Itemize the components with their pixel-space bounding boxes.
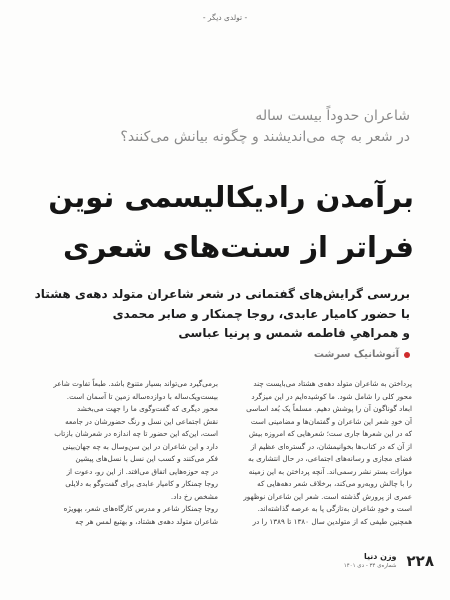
article-lead <box>30 285 410 344</box>
body-line: پرداختن به شاعران متولد دهه‌ی هشتاد می‌بایست چند <box>253 379 412 388</box>
body-line: روجا چمنکار و کامیار عابدی برای گفت‌وگو به دلایلی <box>65 479 218 488</box>
body-line: فکر می‌کنند و کسب این نسل با نسل‌های پیشین <box>75 454 218 463</box>
article-title <box>24 172 414 272</box>
issue-info: شماره‌ی ۳۴ - دی ۱۴۰۱ <box>343 563 397 569</box>
body-line: را با چالش روبه‌رو می‌کند، برخلاف شعر دهه‌هایی که <box>257 479 412 488</box>
body-line: آن خودِ شعر این شاعران و گفتمان‌ها و مضامینی است <box>250 416 412 426</box>
body-line: بیست‌ویک‌ساله با دوازده‌ساله زمین تا آسمان است. <box>66 391 218 401</box>
body-line: محور دیگری که گفت‌وگوی ما را جهت می‌بخشد <box>76 404 218 413</box>
title-line: برآمدن رادیکالیسمی نوین <box>48 180 414 214</box>
body-column-left <box>22 378 218 528</box>
footer-info <box>344 552 397 570</box>
page-footer <box>343 550 434 572</box>
body-line: از آن که در کتاب‌ها بخوانیمشان، در گستره‌ای عظیم از <box>250 441 412 451</box>
author-name: آنوشانیک سرشت <box>313 349 399 360</box>
body-line: فضای مجازی و رسانه‌های اجتماعی، در حال انتشاری به <box>248 454 412 463</box>
article-subtitle <box>30 106 410 148</box>
subtitle-line: شاعران حدوداً بیست ساله <box>255 108 410 124</box>
body-column-right <box>216 378 412 528</box>
body-line: موازات بستر نشر رسمی‌اند. آنچه پرداختن به این زمینه <box>248 466 412 476</box>
lead-line: با حضور کامیار عابدی، روجا چمنکار و صابر محمدی <box>112 306 410 321</box>
subtitle-line: در شعر به چه می‌اندیشند و چگونه بیانش می‌کنند؟ <box>120 129 410 145</box>
body-line: روجا چمنکار شاعر و مدرس کارگاه‌های شعر، بهویژه <box>63 504 218 513</box>
body-line: که در این شعرها جاری ست؛ شعرهایی که امروزه بیش <box>248 429 412 438</box>
title-line: فراتر از سنت‌های شعری <box>63 230 414 264</box>
body-line: در چه حوزه‌هایی اتفاق می‌افتد. از این رو، دعوت از <box>66 466 218 476</box>
body-line: است و خودِ شاعران به‌تازگی پا به عرصه گذاشته‌اند. <box>257 504 412 513</box>
lead-line: و همراهیِ فاطمه شمس و پرنیا عباسی <box>178 326 410 340</box>
body-line: همچنین طیفی که از متولدین سال ۱۳۸۰ تا ۱۳۸۹ را در <box>252 516 412 526</box>
author-byline <box>314 349 410 360</box>
body-line: شاعران متولد دهه‌ی هشتاد، و بهتبع لمس هر چه <box>75 516 218 526</box>
body-line: مشخص رخ داد. <box>170 491 218 501</box>
body-line: محور کلی را شامل شود. ما کوشیده‌ایم در این میزگرد <box>251 391 412 401</box>
magazine-name: وزن دنیا <box>363 552 397 561</box>
bullet-icon <box>404 352 410 358</box>
body-line: عمری از پرورش گذشته است. شعر این شاعران نوظهور <box>243 491 412 501</box>
body-line: ابعاد گوناگون آن را پوشش دهیم. مسلماً یک بُعد اساسی <box>246 404 412 413</box>
body-line: دارد و این شاعران در این سن‌وسال به چه جهان‌بینی <box>62 441 218 451</box>
page-number: ۲۲۸ <box>406 552 434 570</box>
body-line: نقش اجتماعی این نسل و رنگ حضورشان در جامعه <box>65 416 218 426</box>
body-line: برمی‌گیرد می‌تواند بسیار متنوع باشد. طبعاً تفاوت شاعر <box>53 379 218 388</box>
lead-line: بررسی گرایش‌های گفتمانی در شعر شاعران متولد دهه‌ی هشتاد <box>34 287 410 301</box>
body-line: است، این‌که این حضور تا چه اندازه در شعرشان بازتاب <box>54 429 218 438</box>
section-label: - تولدی دیگر - <box>202 13 248 22</box>
